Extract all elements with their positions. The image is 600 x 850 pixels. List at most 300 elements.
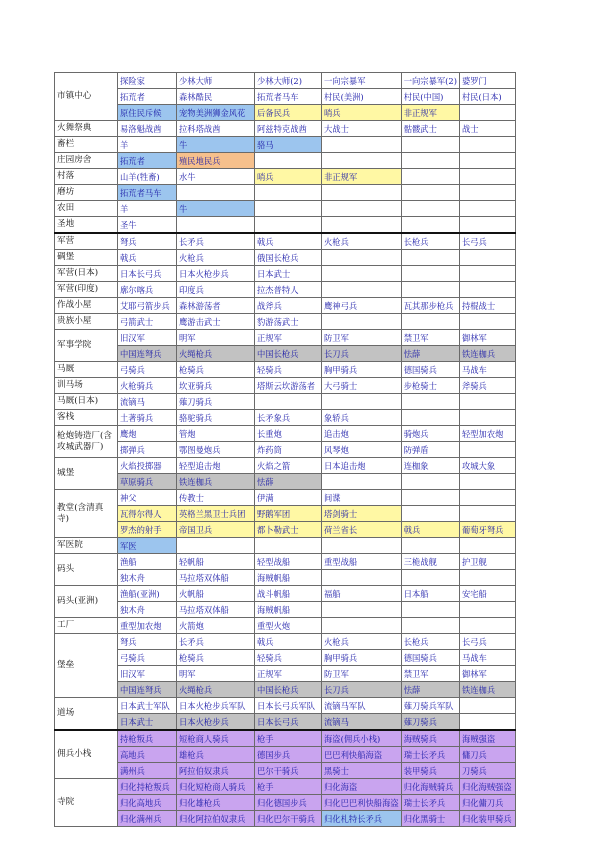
empty-cell (322, 394, 402, 410)
unit-cell: 水牛 (177, 169, 255, 185)
unit-cell: 阿兹特克战酋 (255, 121, 322, 137)
unit-cell: 黑骑士 (322, 763, 402, 779)
table-row (55, 121, 516, 137)
table-row (55, 201, 516, 217)
unit-cell: 村民(美洲) (322, 89, 402, 105)
unit-cell: 塔剑骑士 (322, 506, 402, 522)
unit-cell: 瑞士长矛兵 (401, 747, 459, 763)
table-row (55, 250, 516, 266)
building-category: 碉堡 (55, 250, 118, 266)
unit-cell: 连枷象 (401, 458, 459, 474)
unit-cell: 大弓骑士 (322, 378, 402, 394)
empty-cell (177, 185, 255, 201)
unit-cell: 马拉塔双体船 (177, 602, 255, 618)
table-row (55, 137, 516, 153)
unit-cell: 森林游荡者 (177, 298, 255, 314)
empty-cell (459, 506, 515, 522)
unit-cell: 步枪骑士 (401, 378, 459, 394)
empty-cell (401, 602, 459, 618)
unit-cell: 戟兵 (255, 634, 322, 650)
unit-cell: 印度兵 (177, 282, 255, 298)
unit-cell: 鹰炮 (118, 426, 177, 442)
empty-cell (401, 618, 459, 634)
unit-cell: 殖民地民兵 (177, 153, 255, 169)
unit-cell: 明军 (177, 330, 255, 346)
empty-cell (401, 474, 459, 490)
unit-cell: 归化持枪叛兵 (118, 779, 177, 795)
table-row (55, 747, 516, 763)
unit-cell: 轻帆船 (177, 554, 255, 570)
table-row (55, 570, 516, 586)
table-row (55, 266, 516, 282)
table-row (55, 650, 516, 666)
unit-cell: 海贼帆船 (255, 602, 322, 618)
unit-cell: 少林大师 (177, 73, 255, 89)
table-row (55, 282, 516, 298)
unit-cell: 瓦其那步枪兵 (401, 298, 459, 314)
unit-cell: 管炮 (177, 426, 255, 442)
unit-cell: 归化满州兵 (118, 811, 177, 827)
unit-cell: 豹游荡武士 (255, 314, 322, 330)
unit-cell: 安宅船 (459, 586, 515, 602)
building-category: 堡垒 (55, 634, 118, 698)
unit-cell: 火绳枪兵 (177, 682, 255, 698)
unit-cell: 马战车 (459, 650, 515, 666)
unit-cell: 重型战船 (322, 554, 402, 570)
unit-cell: 满州兵 (118, 763, 177, 779)
unit-cell: 塔斯云坎游荡者 (255, 378, 322, 394)
unit-cell: 弓箭武士 (118, 314, 177, 330)
empty-cell (322, 266, 402, 282)
empty-cell (401, 185, 459, 201)
unit-cell: 御林军 (459, 666, 515, 682)
unit-cell: 流镝马 (118, 394, 177, 410)
unit-cell: 枪骑兵 (177, 362, 255, 378)
empty-cell (401, 314, 459, 330)
empty-cell (322, 538, 402, 554)
empty-cell (401, 266, 459, 282)
table-row (55, 602, 516, 618)
table-row (55, 682, 516, 698)
unit-cell: 英格兰黑卫士兵团 (177, 506, 255, 522)
unit-cell: 长枪兵 (401, 634, 459, 650)
empty-cell (401, 153, 459, 169)
unit-cell: 火焰投掷器 (118, 458, 177, 474)
unit-cell: 鹰神弓兵 (322, 298, 402, 314)
empty-cell (459, 490, 515, 506)
unit-cell: 风琴炮 (322, 442, 402, 458)
unit-cell: 日本追击炮 (322, 458, 402, 474)
building-category: 码头 (55, 554, 118, 586)
table-row (55, 795, 516, 811)
unit-cell: 长刀兵 (322, 682, 402, 698)
empty-cell (459, 217, 515, 234)
table-row (55, 346, 516, 362)
table-row (55, 426, 516, 442)
unit-cell: 傭刀兵 (459, 747, 515, 763)
unit-cell: 防卫军 (322, 330, 402, 346)
unit-cell: 原住民斥候 (118, 105, 177, 121)
unit-cell: 野鹅军团 (255, 506, 322, 522)
unit-cell: 戟兵 (401, 522, 459, 538)
empty-cell (401, 538, 459, 554)
building-category: 军事学院 (55, 330, 118, 362)
unit-cell: 间谍 (322, 490, 402, 506)
empty-cell (401, 169, 459, 185)
unit-cell: 德国骑兵 (401, 362, 459, 378)
unit-cell: 中国长枪兵 (255, 346, 322, 362)
unit-cell: 归化海贼骑兵 (401, 779, 459, 795)
building-category: 贵族小屋 (55, 314, 118, 330)
unit-cell: 帝国卫兵 (177, 522, 255, 538)
empty-cell (322, 153, 402, 169)
empty-cell (401, 410, 459, 426)
table-row (55, 586, 516, 602)
table-row (55, 538, 516, 554)
unit-cell: 日本武士 (255, 266, 322, 282)
unit-cell: 旧汉军 (118, 666, 177, 682)
building-category: 市镇中心 (55, 73, 118, 121)
unit-cell: 轻型战船 (255, 554, 322, 570)
unit-cell: 山羊(牲畜) (118, 169, 177, 185)
unit-cell: 哨兵 (322, 105, 402, 121)
building-category: 客栈 (55, 410, 118, 426)
unit-cell: 荷兰省长 (322, 522, 402, 538)
unit-cell: 日本长弓兵军队 (255, 698, 322, 714)
unit-cell: 一向宗暴军 (322, 73, 402, 89)
unit-cell: 归化海盗 (322, 779, 402, 795)
empty-cell (459, 714, 515, 731)
building-category: 火舞祭典 (55, 121, 118, 137)
empty-cell (322, 602, 402, 618)
empty-cell (459, 185, 515, 201)
unit-cell: 骷髅武士 (401, 121, 459, 137)
unit-cell: 巴尔干骑兵 (255, 763, 322, 779)
unit-cell: 长矛象兵 (255, 410, 322, 426)
unit-cell: 御林军 (459, 330, 515, 346)
unit-cell: 中国连弩兵 (118, 346, 177, 362)
unit-cell: 三桅战舰 (401, 554, 459, 570)
unit-cell: 战斧兵 (255, 298, 322, 314)
empty-cell (401, 137, 459, 153)
building-category: 马厩 (55, 362, 118, 378)
table-row (55, 330, 516, 346)
empty-cell (459, 201, 515, 217)
unit-cell: 攻城大象 (459, 458, 515, 474)
unit-cell: 长刀兵 (322, 346, 402, 362)
unit-cell: 归化巴巴利快船海盗 (322, 795, 402, 811)
unit-cell: 日本武士 (118, 714, 177, 731)
unit-cell: 马战车 (459, 362, 515, 378)
unit-cell: 禁卫军 (401, 666, 459, 682)
unit-cell: 马拉塔双体船 (177, 570, 255, 586)
table-row (55, 233, 516, 250)
building-category: 军医院 (55, 538, 118, 554)
table-row (55, 522, 516, 538)
unit-cell: 归化巴尔干骑兵 (255, 811, 322, 827)
building-category: 马厩(日本) (55, 394, 118, 410)
building-category: 村落 (55, 169, 118, 185)
table-row (55, 362, 516, 378)
table-row (55, 811, 516, 827)
unit-cell: 持枪叛兵 (118, 730, 177, 747)
unit-cell: 阿拉伯奴隶兵 (177, 763, 255, 779)
empty-cell (255, 201, 322, 217)
unit-cell: 铁连枷兵 (459, 682, 515, 698)
empty-cell (322, 217, 402, 234)
unit-cell: 巴巴利快船海盗 (322, 747, 402, 763)
empty-cell (322, 618, 402, 634)
unit-cell: 海盗(佣兵小栈) (322, 730, 402, 747)
unit-cell: 追击炮 (322, 426, 402, 442)
empty-cell (401, 250, 459, 266)
unit-cell: 草原骑兵 (118, 474, 177, 490)
unit-cell: 战士 (459, 121, 515, 137)
unit-cell: 火帆船 (177, 586, 255, 602)
unit-cell: 拉科塔战酋 (177, 121, 255, 137)
unit-cell: 怯薛 (401, 682, 459, 698)
unit-cell: 都卜勒武士 (255, 522, 322, 538)
table-row (55, 105, 516, 121)
unit-cell: 伊满 (255, 490, 322, 506)
unit-cell: 拉杰普特人 (255, 282, 322, 298)
empty-cell (401, 506, 459, 522)
empty-cell (459, 266, 515, 282)
unit-cell: 中国长枪兵 (255, 682, 322, 698)
unit-cell: 火枪骑兵 (118, 378, 177, 394)
unit-cell: 长弓兵 (459, 233, 515, 250)
unit-cell: 归化装甲骑兵 (459, 811, 515, 827)
unit-cell: 大战士 (322, 121, 402, 137)
unit-cell: 长矛兵 (177, 634, 255, 650)
unit-cell: 长矛兵 (177, 233, 255, 250)
unit-cell: 铁连枷兵 (459, 346, 515, 362)
building-category: 寺院 (55, 779, 118, 827)
unit-cell: 薙刀骑兵 (177, 394, 255, 410)
unit-cell: 一向宗暴军(2) (401, 73, 459, 89)
unit-cell: 哨兵 (255, 169, 322, 185)
unit-cell: 羊 (118, 201, 177, 217)
empty-cell (322, 137, 402, 153)
table-row (55, 730, 516, 747)
unit-cell: 村民(日本) (459, 89, 515, 105)
unit-cell: 长弓兵 (459, 634, 515, 650)
unit-cell: 轻型加农炮 (459, 426, 515, 442)
empty-cell (255, 538, 322, 554)
building-category: 教堂(含清真寺) (55, 490, 118, 538)
unit-cell: 艾耶弓箭步兵 (118, 298, 177, 314)
empty-cell (459, 153, 515, 169)
unit-cell: 枪骑兵 (177, 650, 255, 666)
empty-cell (322, 570, 402, 586)
building-category: 畜栏 (55, 137, 118, 153)
unit-cell: 传教士 (177, 490, 255, 506)
building-category: 圣地 (55, 217, 118, 234)
empty-cell (459, 602, 515, 618)
empty-cell (322, 201, 402, 217)
unit-cell: 枪手 (255, 779, 322, 795)
unit-cell: 归化雄枪兵 (177, 795, 255, 811)
unit-cell: 轻骑兵 (255, 650, 322, 666)
unit-cell: 廓尔喀兵 (118, 282, 177, 298)
empty-cell (459, 618, 515, 634)
unit-cell: 怯薛 (255, 474, 322, 490)
empty-cell (459, 410, 515, 426)
empty-cell (459, 169, 515, 185)
unit-cell: 归化傭刀兵 (459, 795, 515, 811)
unit-cell: 薙刀骑兵 (401, 714, 459, 731)
empty-cell (177, 538, 255, 554)
unit-cell: 日本火枪步兵 (177, 714, 255, 731)
unit-cell: 非正规军 (401, 105, 459, 121)
unit-cell: 高地兵 (118, 747, 177, 763)
table-row (55, 618, 516, 634)
unit-cell: 海贼骑兵 (401, 730, 459, 747)
unit-cell: 宠物美洲狮金风花 (177, 105, 255, 121)
unit-cell: 流镝马 (322, 714, 402, 731)
unit-cell: 火枪兵 (322, 634, 402, 650)
unit-cell: 德国步兵 (255, 747, 322, 763)
empty-cell (459, 105, 515, 121)
unit-cell: 掷弹兵 (118, 442, 177, 458)
unit-cell: 火箭炮 (177, 618, 255, 634)
unit-cell: 归化高地兵 (118, 795, 177, 811)
empty-cell (459, 570, 515, 586)
empty-cell (459, 250, 515, 266)
unit-cell: 罗杰的射手 (118, 522, 177, 538)
unit-table (54, 72, 516, 827)
unit-cell: 海贼强盗 (459, 730, 515, 747)
table-row (55, 458, 516, 474)
unit-cell: 重型火炮 (255, 618, 322, 634)
table-row (55, 442, 516, 458)
unit-cell: 归化札特长矛兵 (322, 811, 402, 827)
unit-cell: 村民(中国) (401, 89, 459, 105)
unit-cell: 流镝马军队 (322, 698, 402, 714)
table-row (55, 698, 516, 714)
unit-cell: 坎亚骑兵 (177, 378, 255, 394)
empty-cell (459, 698, 515, 714)
unit-cell: 中国连弩兵 (118, 682, 177, 698)
building-category: 军营(印度) (55, 282, 118, 298)
unit-cell: 明军 (177, 666, 255, 682)
unit-cell: 长重炮 (255, 426, 322, 442)
unit-cell: 短枪商人骑兵 (177, 730, 255, 747)
empty-cell (255, 394, 322, 410)
unit-cell: 后备民兵 (255, 105, 322, 121)
building-category: 庄园房舍 (55, 153, 118, 169)
unit-cell: 鹰游击武士 (177, 314, 255, 330)
table-row (55, 153, 516, 169)
unit-cell: 弓骑兵 (118, 362, 177, 378)
unit-cell: 正规军 (255, 666, 322, 682)
unit-cell: 渔船 (118, 554, 177, 570)
table-row (55, 410, 516, 426)
building-category: 枪炮铸造厂(含攻城武器厂) (55, 426, 118, 458)
unit-cell: 葡萄牙弩兵 (459, 522, 515, 538)
unit-cell: 火焰之箭 (255, 458, 322, 474)
unit-cell: 怯薛 (401, 346, 459, 362)
unit-cell: 森林酷民 (177, 89, 255, 105)
unit-cell: 旧汉军 (118, 330, 177, 346)
unit-cell: 非正规军 (322, 169, 402, 185)
unit-cell: 弩兵 (118, 233, 177, 250)
building-category: 农田 (55, 201, 118, 217)
empty-cell (322, 250, 402, 266)
unit-cell: 弩兵 (118, 634, 177, 650)
unit-cell: 归化阿拉伯奴隶兵 (177, 811, 255, 827)
unit-cell: 军医 (118, 538, 177, 554)
table-row (55, 169, 516, 185)
empty-cell (401, 394, 459, 410)
unit-cell: 持棍战士 (459, 298, 515, 314)
empty-cell (255, 153, 322, 169)
unit-cell: 独木舟 (118, 570, 177, 586)
empty-cell (322, 185, 402, 201)
unit-cell: 炸药筒 (255, 442, 322, 458)
unit-cell: 日本船 (401, 586, 459, 602)
table-row (55, 73, 516, 89)
unit-cell: 牛 (177, 137, 255, 153)
unit-cell: 日本火枪步兵 (177, 266, 255, 282)
table-row (55, 89, 516, 105)
unit-cell: 海贼帆船 (255, 570, 322, 586)
unit-cell: 戟兵 (118, 250, 177, 266)
empty-cell (459, 137, 515, 153)
building-category: 道场 (55, 698, 118, 731)
empty-cell (401, 570, 459, 586)
empty-cell (401, 490, 459, 506)
unit-cell: 防弹盾 (401, 442, 459, 458)
unit-cell: 火枪兵 (177, 250, 255, 266)
unit-cell: 土著骑兵 (118, 410, 177, 426)
building-category: 训马场 (55, 378, 118, 394)
table-row (55, 298, 516, 314)
building-category: 工厂 (55, 618, 118, 634)
unit-cell: 雄枪兵 (177, 747, 255, 763)
unit-cell: 易洛魁战酋 (118, 121, 177, 137)
table-row (55, 554, 516, 570)
unit-cell: 俄国长枪兵 (255, 250, 322, 266)
empty-cell (322, 282, 402, 298)
table-row (55, 763, 516, 779)
unit-cell: 神父 (118, 490, 177, 506)
building-category: 磨坊 (55, 185, 118, 201)
empty-cell (401, 217, 459, 234)
table-row (55, 666, 516, 682)
unit-cell: 鄂图曼炮兵 (177, 442, 255, 458)
unit-cell: 拓荒者马车 (255, 89, 322, 105)
unit-cell: 装甲骑兵 (401, 763, 459, 779)
table-row (55, 378, 516, 394)
empty-cell (255, 185, 322, 201)
building-category: 城堡 (55, 458, 118, 490)
unit-cell: 圣牛 (118, 217, 177, 234)
unit-cell: 羊 (118, 137, 177, 153)
empty-cell (459, 282, 515, 298)
unit-cell: 胸甲骑兵 (322, 650, 402, 666)
unit-cell: 归化海贼强盗 (459, 779, 515, 795)
unit-cell: 铁连枷兵 (177, 474, 255, 490)
building-category: 码头(亚洲) (55, 586, 118, 618)
unit-cell: 牛 (177, 201, 255, 217)
unit-cell: 战斗帆船 (255, 586, 322, 602)
table-row (55, 185, 516, 201)
unit-cell: 火绳枪兵 (177, 346, 255, 362)
table-row (55, 394, 516, 410)
table-row (55, 506, 516, 522)
unit-cell: 重型加农炮 (118, 618, 177, 634)
